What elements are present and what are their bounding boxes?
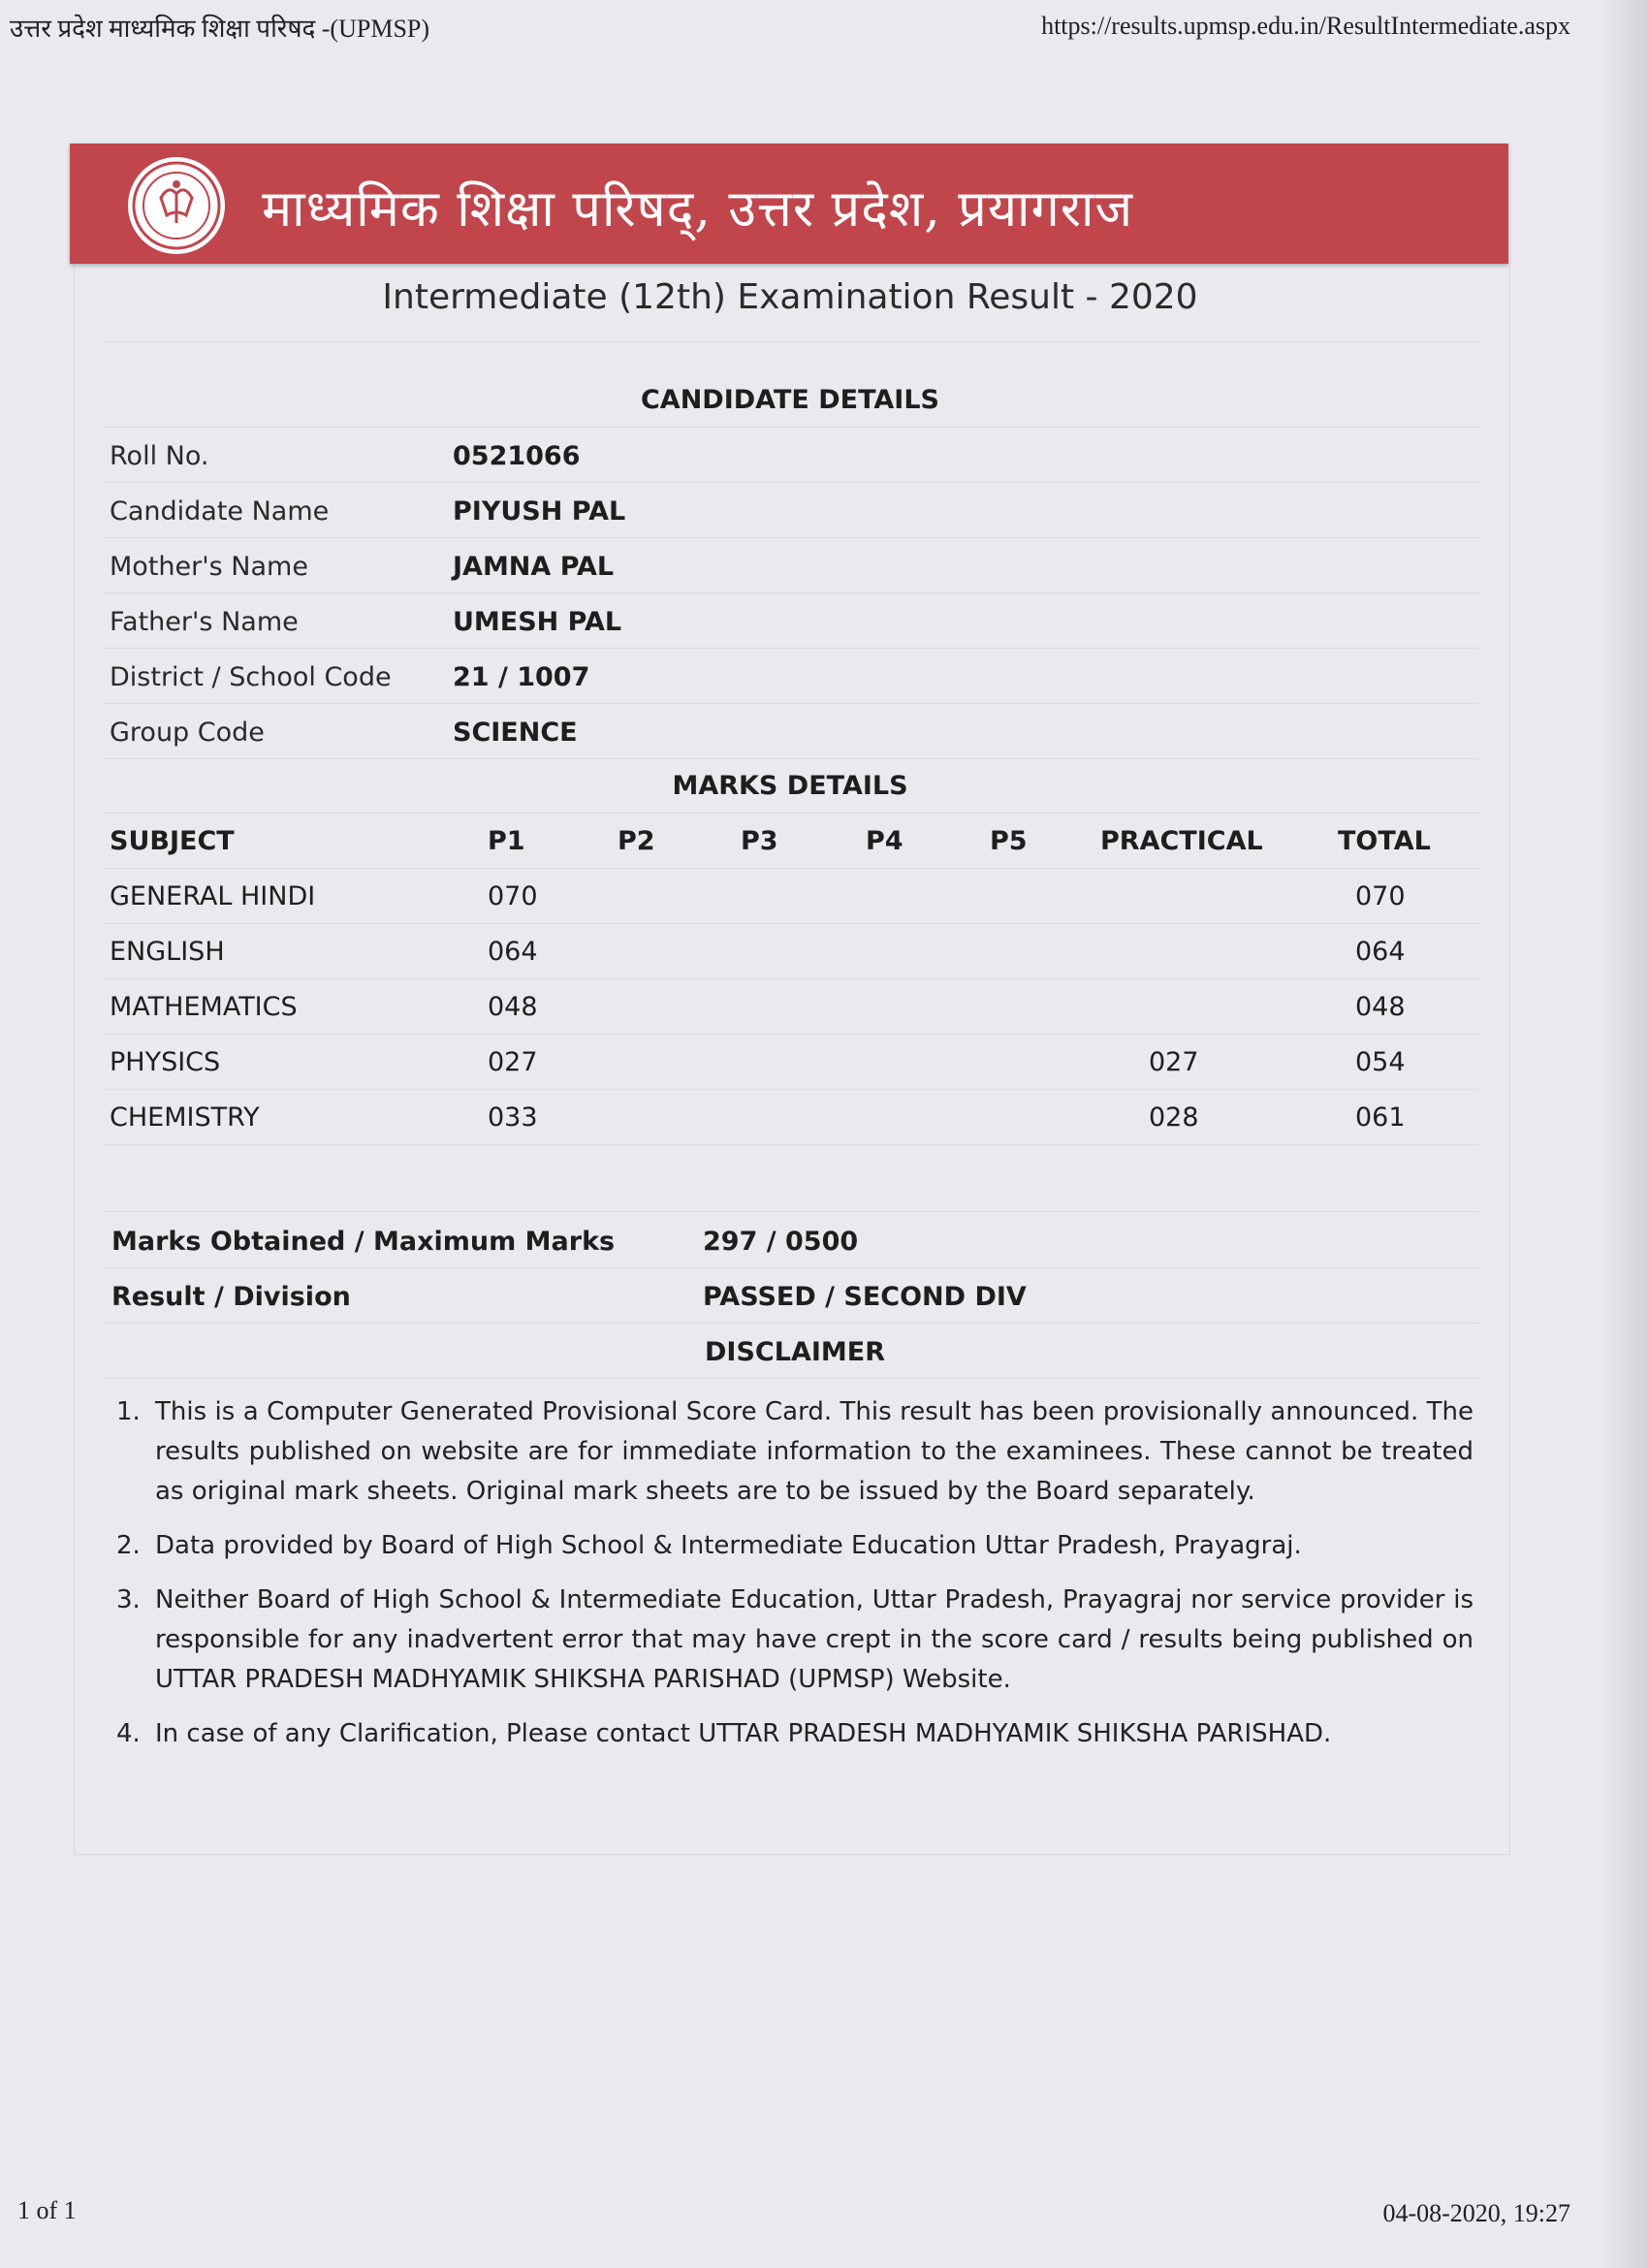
divider	[103, 341, 1479, 342]
divider	[103, 537, 1479, 538]
divider	[103, 482, 1479, 483]
list-item	[116, 1526, 1474, 1566]
p1-cell: 027	[488, 1047, 538, 1077]
district-school-code-value: 21 / 1007	[453, 662, 590, 692]
district-school-code-label: District / School Code	[110, 662, 392, 692]
total-cell: 061	[1355, 1102, 1406, 1133]
result-division-label: Result / Division	[111, 1282, 351, 1312]
father-name-label: Father's Name	[110, 607, 299, 637]
col-total: TOTAL	[1338, 826, 1431, 856]
col-p5: P5	[990, 826, 1028, 856]
marks-obtained-value: 297 / 0500	[703, 1227, 859, 1257]
col-p2: P2	[618, 826, 655, 856]
list-item-number: 3.	[116, 1585, 141, 1614]
divider	[103, 1211, 1479, 1212]
divider	[103, 923, 1479, 924]
p1-cell: 048	[488, 992, 538, 1022]
mother-name-value: JAMNA PAL	[453, 552, 615, 582]
total-cell: 070	[1355, 881, 1406, 911]
col-subject: SUBJECT	[110, 826, 235, 856]
candidate-details-heading: CANDIDATE DETAILS	[640, 385, 939, 415]
mother-name-label: Mother's Name	[110, 552, 308, 582]
group-code-value: SCIENCE	[453, 718, 578, 748]
list-item-text: In case of any Clarification, Please contact UTTAR PRADESH MADHYAMIK SHIKSHA PARISHAD.	[155, 1719, 1332, 1748]
divider	[103, 1378, 1479, 1379]
result-division-value: PASSED / SECOND DIV	[703, 1282, 1027, 1312]
list-item-number: 1.	[116, 1397, 141, 1426]
list-item-text: This is a Computer Generated Provisional Score Card. This result has been provisionally announced. The results published on website are for immediate information to the examinees. These cannot be treated as original mark sheets. Original mark sheets are to be issued by the Board separately.	[155, 1397, 1474, 1506]
scan-edge-shadow	[1601, 0, 1648, 2268]
divider	[103, 592, 1479, 593]
divider	[103, 813, 1479, 814]
practical-cell: 027	[1149, 1047, 1199, 1077]
marks-obtained-label: Marks Obtained / Maximum Marks	[111, 1227, 616, 1257]
group-code-label: Group Code	[110, 718, 265, 748]
total-cell: 048	[1355, 992, 1406, 1022]
candidate-name-value: PIYUSH PAL	[453, 496, 626, 527]
divider	[103, 758, 1479, 759]
roll-no-label: Roll No.	[110, 441, 209, 471]
divider	[103, 1323, 1479, 1324]
print-header-url: https://results.upmsp.edu.in/ResultIntermediate.aspx	[1041, 12, 1570, 40]
col-p4: P4	[866, 826, 903, 856]
list-item	[116, 1714, 1474, 1754]
list-item-text: Data provided by Board of High School & Intermediate Education Uttar Pradesh, Prayagraj.	[155, 1531, 1302, 1560]
p1-cell: 070	[488, 881, 538, 911]
candidate-name-label: Candidate Name	[110, 496, 330, 527]
list-item	[116, 1392, 1474, 1512]
subject-cell: CHEMISTRY	[110, 1102, 260, 1133]
subject-cell: MATHEMATICS	[110, 992, 298, 1022]
print-footer-datetime: 04-08-2020, 19:27	[1382, 2199, 1570, 2227]
list-item-number: 4.	[116, 1719, 141, 1748]
print-footer-page: 1 of 1	[17, 2196, 77, 2224]
upmsp-seal-icon	[126, 155, 227, 256]
divider	[103, 1089, 1479, 1090]
divider	[103, 648, 1479, 649]
divider	[103, 978, 1479, 979]
header-banner	[70, 144, 1508, 264]
board-name-title: माध्यमिक शिक्षा परिषद्, उत्तर प्रदेश, प्रयागराज	[262, 180, 1134, 239]
divider	[103, 1267, 1479, 1268]
marks-details-heading: MARKS DETAILS	[672, 771, 908, 801]
p1-cell: 033	[488, 1102, 538, 1133]
divider	[103, 1144, 1479, 1145]
divider	[103, 1034, 1479, 1035]
disclaimer-list	[116, 1392, 1474, 1769]
list-item	[116, 1581, 1474, 1700]
total-cell: 054	[1355, 1047, 1406, 1077]
list-item-text: Neither Board of High School & Intermediate Education, Uttar Pradesh, Prayagraj nor service provider is responsible for any inadvertent error that may have crept in the score card / results being published on UTTAR PRADESH MADHYAMIK SHIKSHA PARISHAD (UPMSP) Website.	[155, 1585, 1474, 1694]
exam-title: Intermediate (12th) Examination Result - 2020	[382, 277, 1198, 317]
subject-cell: PHYSICS	[110, 1047, 221, 1077]
col-p1: P1	[488, 826, 525, 856]
father-name-value: UMESH PAL	[453, 607, 622, 637]
print-header-site-name: उत्तर प्रदेश माध्यमिक शिक्षा परिषद -(UPMSP)	[10, 15, 430, 43]
roll-no-value: 0521066	[453, 441, 581, 471]
disclaimer-heading: DISCLAIMER	[705, 1337, 885, 1367]
col-p3: P3	[741, 826, 778, 856]
p1-cell: 064	[488, 937, 538, 967]
subject-cell: ENGLISH	[110, 937, 225, 967]
divider	[103, 868, 1479, 869]
practical-cell: 028	[1149, 1102, 1199, 1133]
col-practical: PRACTICAL	[1100, 826, 1263, 856]
divider	[103, 427, 1479, 428]
subject-cell: GENERAL HINDI	[110, 881, 316, 911]
total-cell: 064	[1355, 937, 1406, 967]
divider	[103, 703, 1479, 704]
list-item-number: 2.	[116, 1531, 141, 1560]
